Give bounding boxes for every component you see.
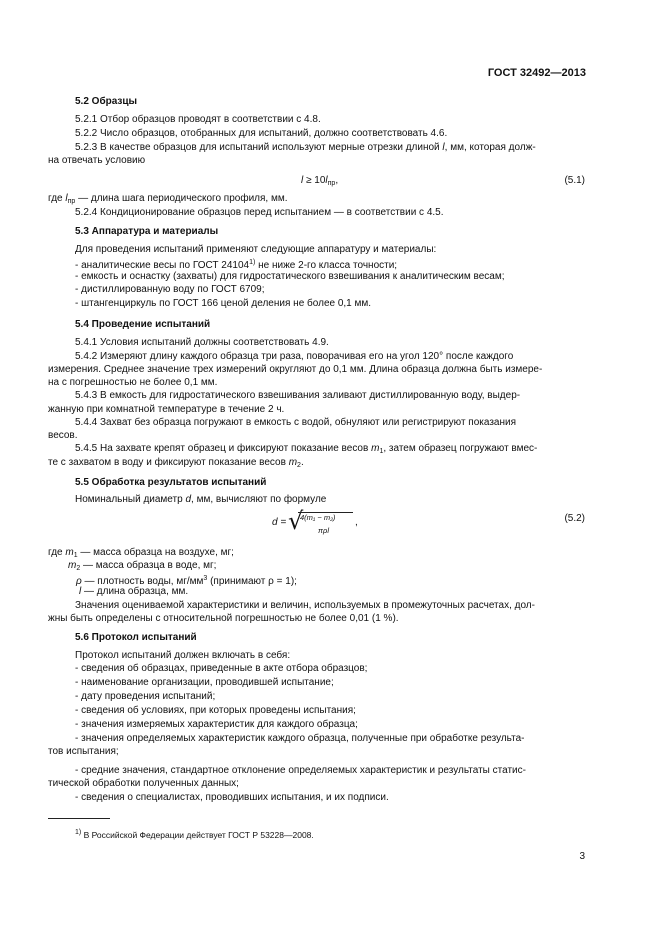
def-m1: где $m_1$ — масса образца на воздухе, мг; (48, 547, 234, 559)
s56-item-6-line1: - значения определяемых характеристик каждого образца, полученные при обработке результа- (75, 733, 525, 744)
para-5-4-3-line1: 5.4.3 В емкость для гидростатического взвешивания заливают дистиллированную воду, выдер- (75, 390, 521, 401)
page-number: 3 (579, 851, 585, 862)
s53-item-2: - емкость и оснастку (захваты) для гидростатического взвешивания к аналитическим весам; (75, 271, 505, 282)
para-5-2-2: 5.2.2 Число образцов, отобранных для испытаний, должно соответствовать 4.6. (75, 128, 448, 139)
def-rho: ρ — плотность воды, $мг/мм^3$ (принимают ρ = 1); (76, 575, 297, 587)
s56-item-7-line1: - средние значения, стандартное отклонение определяемых характеристик и результаты статис- (75, 765, 526, 776)
s56-item-7-line2: тической обработки полученных данных; (48, 778, 239, 789)
formula-comma: , (355, 517, 358, 528)
footnote: $^{1)}$ В Российской Федерации действует ГОСТ Р 53228—2008. (75, 829, 314, 840)
s56-item-2: - наименование организации, проводившей испытание; (75, 677, 334, 688)
para-5-4-4-line1: 5.4.4 Захват без образца погружают в емкость с водой, обнуляют или регистрируют показания (75, 417, 517, 428)
s56-item-1: - сведения об образцах, приведенные в акте отбора образцов; (75, 663, 368, 674)
formula-lhs: d = (272, 517, 287, 528)
s56-intro: Протокол испытаний должен включать в себя: (75, 650, 291, 661)
para-5-4-1: 5.4.1 Условия испытаний должны соответствовать 4.9. (75, 337, 329, 348)
para-5-4-4-line2: весов. (48, 430, 78, 441)
def-m2: $m_2$ — масса образца в воде, мг; (68, 560, 217, 572)
s56-item-8: - сведения о специалистах, проводивших испытания, и их подписи. (75, 792, 389, 803)
para-5-2-3-line1: 5.2.3 В качестве образцов для испытаний используют мерные отрезки длиной l, мм, которая долж- (75, 142, 536, 153)
s53-intro: Для проведения испытаний применяют следующие аппаратуру и материалы: (75, 244, 437, 255)
s56-item-6-line2: тов испытания; (48, 746, 119, 757)
s55-para-line1: Значения оцениваемой характеристики и величин, используемых в промежуточных расчетах, дол- (75, 600, 535, 611)
para-5-2-1: 5.2.1 Отбор образцов проводят в соответствии с 4.8. (75, 114, 321, 125)
s56-item-5: - значения измеряемых характеристик для каждого образца; (75, 719, 358, 730)
para-5-4-2-line1: 5.4.2 Измеряют длину каждого образца три раза, поворачивая его на угол 120° после каждого (75, 351, 514, 362)
s53-item-1: - аналитические весы по ГОСТ 24104$^{1)}$ не ниже 2-го класса точности; (75, 259, 398, 271)
para-5-4-2-line2: измерения. Среднее значение трех измерений округляют до 0,1 мм. Длина образца должна быть измере- (48, 364, 543, 375)
formula-denominator: πρl (318, 526, 329, 535)
document-code: ГОСТ 32492—2013 (487, 67, 586, 79)
s56-item-4: - сведения об условиях, при которых проведены испытания; (75, 705, 356, 716)
where-lpr: где $l_{пр}$ — длина шага периодического профиля, мм. (48, 193, 288, 205)
para-5-4-5-line1: 5.4.5 На захвате крепят образец и фиксируют показание весов $m_1$, затем образец погружают вмес- (75, 443, 538, 455)
section-5-5-heading: 5.5 Обработка результатов испытаний (75, 477, 267, 488)
para-5-4-2-line3: на с погрешностью не более 0,1 мм. (48, 377, 218, 388)
footnote-divider (48, 818, 110, 819)
formula-numerator: 4(m₁ − m₂) (300, 513, 336, 522)
s56-item-3: - дату проведения испытаний; (75, 691, 216, 702)
section-5-3-heading: 5.3 Аппаратура и материалы (75, 226, 219, 237)
para-5-4-5-line2: те с захватом в воду и фиксируют показание весов $m_2$. (48, 457, 304, 469)
section-5-6-heading: 5.6 Протокол испытаний (75, 632, 197, 643)
sqrt-symbol: √ (288, 507, 304, 535)
section-5-2-heading: 5.2 Образцы (75, 96, 138, 107)
equation-5-2-number: (5.2) (564, 513, 585, 524)
para-5-2-4: 5.2.4 Кондиционирование образцов перед испытанием — в соответствии с 4.5. (75, 207, 444, 218)
s55-para-line2: жны быть определены с относительной погрешностью не более 0,01 (1 %). (48, 613, 399, 624)
section-5-4-heading: 5.4 Проведение испытаний (75, 319, 211, 330)
equation-5-1: $l \ge 10l_{пр}$, (301, 175, 339, 187)
s55-intro: Номинальный диаметр d, мм, вычисляют по формуле (75, 494, 327, 505)
para-5-2-3-line2: на отвечать условию (48, 155, 146, 166)
s53-item-4: - штангенциркуль по ГОСТ 166 ценой деления не более 0,1 мм. (75, 298, 372, 309)
def-l: l — длина образца, мм. (79, 586, 189, 597)
equation-5-1-number: (5.1) (564, 175, 585, 186)
s53-item-3: - дистиллированную воду по ГОСТ 6709; (75, 284, 265, 295)
para-5-4-3-line2: жанную при комнатной температуре в течение 2 ч. (48, 404, 285, 415)
